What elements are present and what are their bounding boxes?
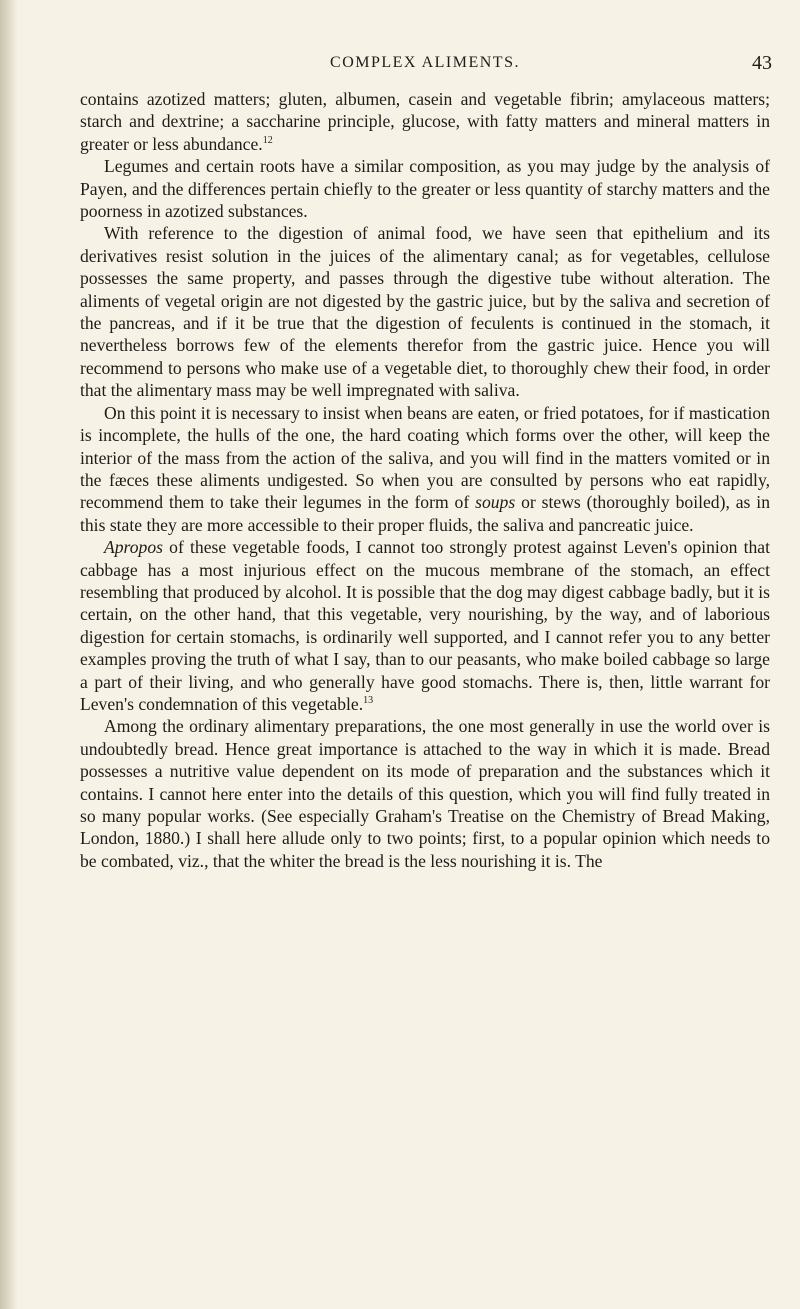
page-number: 43 <box>752 52 772 74</box>
paragraph-3 <box>80 222 770 401</box>
italic-term: Apropos <box>104 537 163 558</box>
paragraph-1 <box>80 88 770 155</box>
book-page <box>80 54 770 872</box>
paragraph-text: or stews (thoroughly boiled), as in this state they are more accessible to their proper fluids, the saliva and pancreatic juice. <box>80 492 770 535</box>
footnote-ref: 13 <box>363 694 374 706</box>
italic-term: soups <box>475 492 516 513</box>
paragraph-6 <box>80 715 770 872</box>
body-text <box>80 88 770 872</box>
paragraph-text: With reference to the digestion of animal food, we have seen that epithelium and its derivatives resist solution in the juices of the alimentary canal; as for vegetables, cellulose possesses the same property, and passes through the digestive tube without alteration. The aliments of vegetal origin are not digested by the gastric juice, but by the saliva and secretion of the pancreas, and if it be true that the digestion of feculents is continued in the stomach, it nevertheless borrows few of the elements therefor from the gastric juice. Hence you will recommend to persons who make use of a vegetable diet, to thoroughly chew their food, in order that the alimentary mass may be well impregnated with saliva. <box>80 223 770 401</box>
running-title: COMPLEX ALIMENTS. <box>330 54 520 71</box>
book-gutter-shadow <box>0 0 18 1309</box>
footnote-ref: 12 <box>262 134 273 146</box>
paragraph-text: Legumes and certain roots have a similar composition, as you may judge by the analysis of Payen, and the differences pertain chiefly to the greater or less quantity of starchy matters and the poorness in azotized substances. <box>80 156 770 222</box>
paragraph-text: of these vegetable foods, I cannot too strongly protest against Leven's opinion that cabbage has a most injurious effect on the mucous membrane of the stomach, an effect resembling that produced by alcohol. It is possible that the dog may digest cabbage badly, but it is certain, on the other hand, that this vegetable, very nourishing, by the way, and of laborious digestion for certain stomachs, is ordinarily well supported, and I cannot refer you to any better examples proving the truth of what I say, than to our peasants, who make boiled cabbage so large a part of their living, and who generally have good stomachs. There is, then, little warrant for Leven's condemnation of this vegetable. <box>80 537 770 714</box>
paragraph-4 <box>80 402 770 536</box>
paragraph-text: Among the ordinary alimentary preparations, the one most generally in use the world over is undoubtedly bread. Hence great importance is attached to the way in which it is made. Bread possesses a nutritive value dependent on its mode of preparation and the substances which it contains. I cannot here enter into the details of this question, which you will find fully treated in so many popular works. (See especially Graham's Treatise on the Chemistry of Bread Making, London, 1880.) I shall here allude only to two points; first, to a popular opinion which needs to be combated, viz., that the whiter the bread is the less nourishing it is. The <box>80 716 770 871</box>
paragraph-text: On this point it is necessary to insist when beans are eaten, or fried potatoes, for if mastication is incomplete, the hulls of the one, the hard coating which forms over the other, will keep the interior of the mass from the action of the saliva, and you will find in the matters vomited or in the fæces these aliments undigested. So when you are consulted by persons who eat rapidly, recommend them to take their legumes in the form of <box>80 402 770 513</box>
paragraph-text: contains azotized matters; gluten, albumen, casein and vegetable fibrin; amylaceous matters; starch and dextrine; a saccharine principle, glucose, with fatty matters and mineral matters in greater or less abundance. <box>80 89 770 154</box>
page-header <box>80 54 770 80</box>
paragraph-5 <box>80 536 770 715</box>
paragraph-2 <box>80 155 770 222</box>
